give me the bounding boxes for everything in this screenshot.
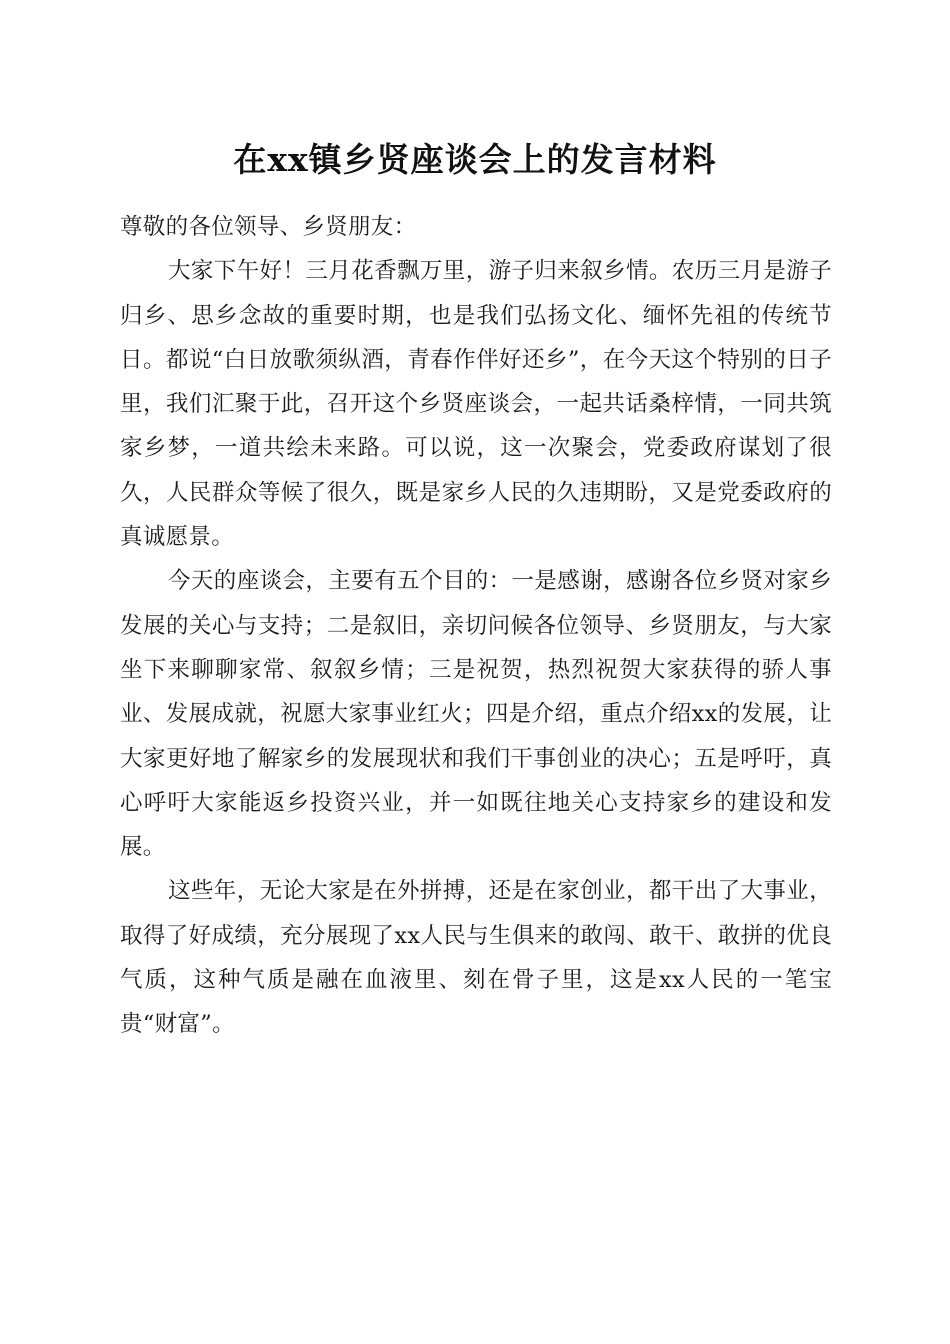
paragraph-3: 这些年，无论大家是在外拼搏，还是在家创业，都干出了大事业，取得了好成绩，充分展现了xx人民与生俱来的敢闯、敢干、敢拼的优良气质，这种气质是融在血液里、刻在骨子里，这是xx人民的一笔宝贵“财富”。	[120, 878, 832, 1038]
paragraph-2: 今天的座谈会，主要有五个目的：一是感谢，感谢各位乡贤对家乡发展的关心与支持；二是叙旧，亲切问候各位领导、乡贤朋友，与大家坐下来聊聊家常、叙叙乡情；三是祝贺，热烈祝贺大家获得的骄人事业、发展成就，祝愿大家事业红火；四是介绍，重点介绍xx的发展，让大家更好地了解家乡的发展现状和我们干事创业的决心；五是呼吁，真心呼吁大家能返乡投资兴业，并一如既往地关心支持家乡的建设和发展。	[120, 568, 832, 861]
paragraph-1: 大家下午好！三月花香飘万里，游子归来叙乡情。农历三月是游子归乡、思乡念故的重要时期，也是我们弘扬文化、缅怀先祖的传统节日。都说“白日放歌须纵酒，青春作伴好还乡”，在今天这个特别的日子里，我们汇聚于此，召开这个乡贤座谈会，一起共话桑梓情，一同共筑家乡梦，一道共绘未来路。可以说，这一次聚会，党委政府谋划了很久，人民群众等候了很久，既是家乡人民的久违期盼，又是党委政府的真诚愿景。	[120, 258, 832, 551]
document-body	[120, 205, 832, 1047]
document-title: 在xx镇乡贤座谈会上的发言材料	[233, 140, 717, 179]
salutation: 尊敬的各位领导、乡贤朋友：	[120, 214, 417, 240]
